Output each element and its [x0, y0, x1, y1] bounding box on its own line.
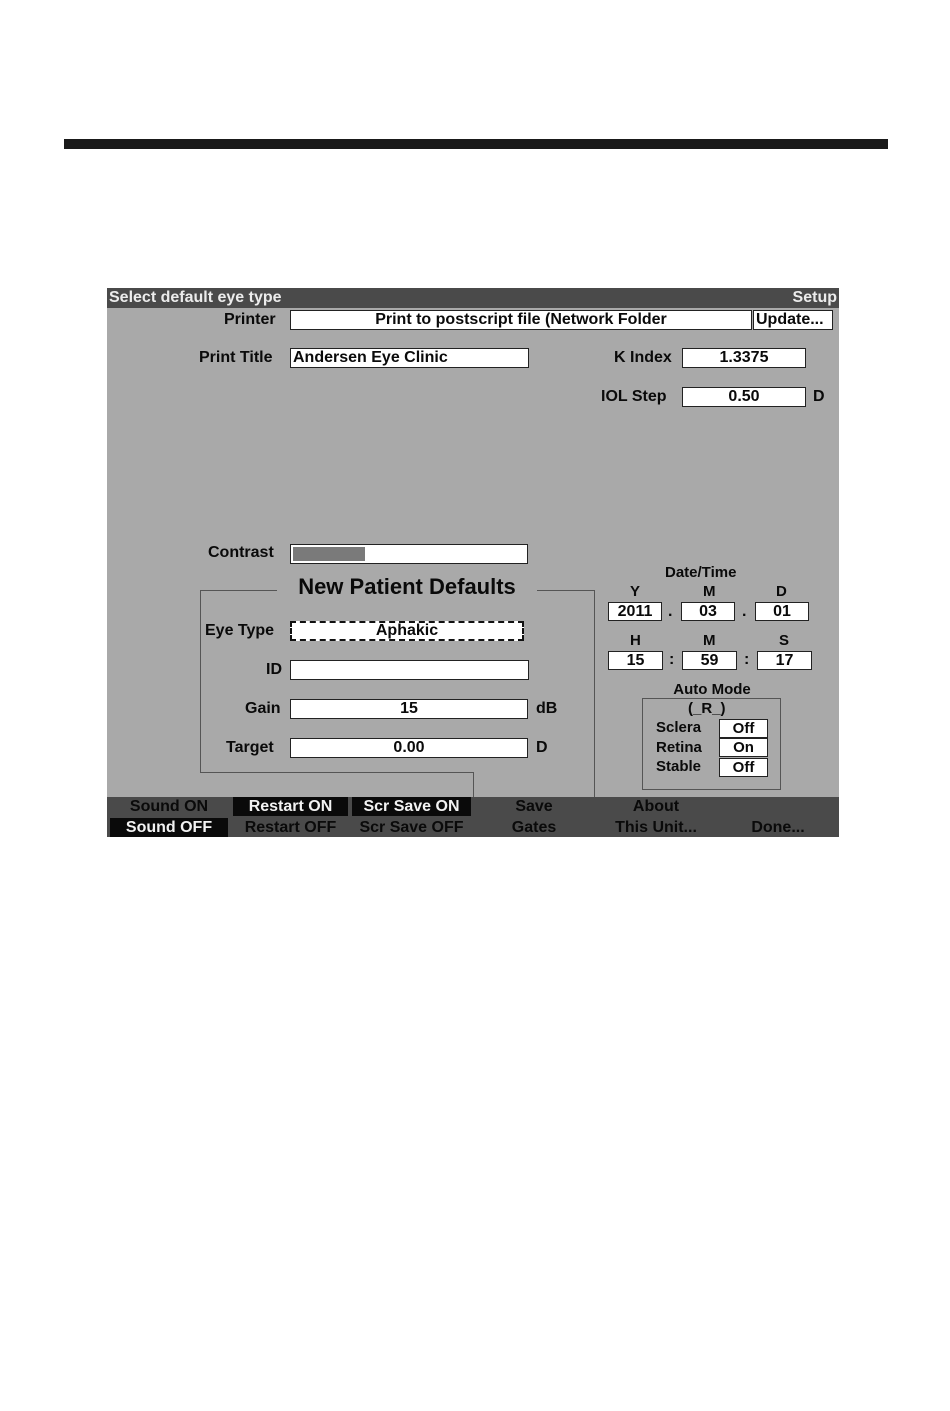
minute-label: M: [703, 632, 716, 649]
auto-mode-title: Auto Mode: [660, 681, 764, 698]
iol-step-label: IOL Step: [601, 388, 667, 405]
stable-toggle[interactable]: Off: [719, 758, 768, 777]
gain-input[interactable]: 15: [290, 699, 528, 719]
second-input[interactable]: 17: [757, 651, 812, 670]
stable-label: Stable: [656, 758, 702, 775]
minute-input[interactable]: 59: [682, 651, 737, 670]
hour-label: H: [630, 632, 641, 649]
contrast-slider-fill: [293, 547, 365, 561]
scr-save-off-softkey[interactable]: Scr Save OFF: [359, 819, 464, 836]
print-title-label: Print Title: [199, 349, 273, 366]
time-separator: :: [669, 651, 675, 668]
hour-input[interactable]: 15: [608, 651, 663, 670]
time-separator: :: [744, 651, 750, 668]
restart-off-softkey[interactable]: Restart OFF: [244, 819, 337, 836]
this-unit-softkey[interactable]: This Unit...: [615, 819, 697, 836]
sound-off-softkey[interactable]: Sound OFF: [110, 818, 228, 837]
printer-select[interactable]: Print to postscript file (Network Folder: [290, 310, 752, 330]
print-title-input[interactable]: Andersen Eye Clinic: [290, 348, 529, 368]
defaults-group-step-border: [473, 772, 474, 797]
month-input[interactable]: 03: [681, 602, 735, 621]
retina-label: Retina: [656, 739, 702, 756]
screen-name: Setup: [792, 289, 837, 306]
year-input[interactable]: 2011: [608, 602, 662, 621]
sclera-label: Sclera: [656, 719, 702, 736]
save-softkey[interactable]: Save: [515, 798, 553, 815]
softkey-bar: [107, 797, 839, 837]
scr-save-on-softkey[interactable]: Scr Save ON: [352, 797, 471, 816]
title-bar: [107, 288, 839, 308]
target-input[interactable]: 0.00: [290, 738, 528, 758]
restart-on-softkey[interactable]: Restart ON: [233, 797, 348, 816]
auto-mode-subtitle: (_R_): [688, 700, 726, 717]
defaults-group-bottom-border: [200, 772, 474, 773]
contrast-slider[interactable]: [290, 544, 528, 564]
defaults-group-right-border: [594, 590, 595, 797]
date-separator: .: [668, 603, 673, 620]
gates-softkey[interactable]: Gates: [511, 819, 557, 836]
retina-toggle[interactable]: On: [719, 738, 768, 757]
eye-type-label: Eye Type: [205, 622, 275, 639]
sclera-toggle[interactable]: Off: [719, 719, 768, 738]
target-label: Target: [226, 739, 274, 756]
datetime-title: Date/Time: [665, 564, 737, 581]
day-input[interactable]: 01: [755, 602, 809, 621]
printer-label: Printer: [224, 311, 276, 328]
gain-label: Gain: [245, 700, 281, 717]
month-label: M: [703, 583, 716, 600]
iol-step-input[interactable]: 0.50: [682, 387, 806, 407]
k-index-input[interactable]: 1.3375: [682, 348, 806, 368]
update-button[interactable]: Update...: [753, 310, 833, 330]
id-input[interactable]: [290, 660, 529, 680]
page-header-rule: [64, 139, 888, 149]
done-softkey[interactable]: Done...: [751, 819, 805, 836]
prompt-text: Select default eye type: [109, 289, 282, 306]
iol-step-unit: D: [813, 388, 825, 405]
second-label: S: [779, 632, 790, 649]
setup-screen: [107, 288, 839, 837]
about-softkey[interactable]: About: [632, 798, 680, 815]
defaults-group-title: New Patient Defaults: [277, 574, 537, 600]
id-label: ID: [266, 661, 282, 678]
gain-unit: dB: [536, 700, 558, 717]
contrast-label: Contrast: [208, 544, 274, 561]
defaults-group-left-border: [200, 590, 201, 773]
eye-type-select[interactable]: Aphakic: [290, 621, 524, 641]
target-unit: D: [536, 739, 548, 756]
date-separator: .: [742, 603, 747, 620]
sound-on-softkey[interactable]: Sound ON: [129, 798, 209, 815]
year-label: Y: [630, 583, 641, 600]
day-label: D: [776, 583, 787, 600]
k-index-label: K Index: [614, 349, 672, 366]
